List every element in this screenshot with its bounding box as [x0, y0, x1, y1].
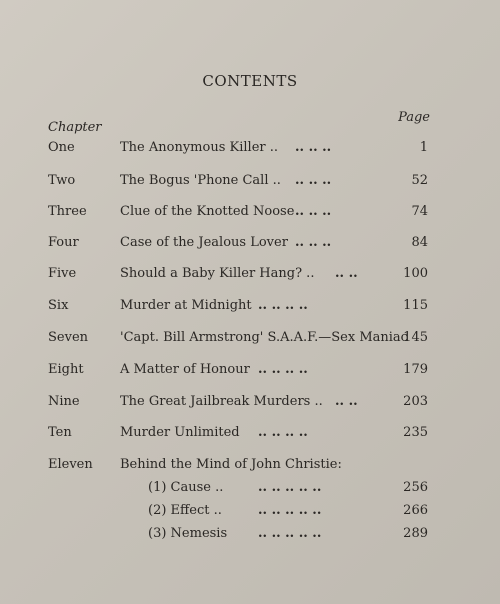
leader-dots: .. .. .. .. ..	[258, 503, 322, 518]
page-number: 179	[403, 362, 428, 377]
toc-entry	[0, 362, 500, 382]
chapter-title: The Great Jailbreak Murders ..	[120, 394, 323, 409]
chapter-title: 'Capt. Bill Armstrong' S.A.A.F.—Sex Maniac	[120, 330, 408, 345]
page-number: 84	[411, 235, 428, 250]
toc-entry	[0, 235, 500, 255]
page-number: 52	[411, 173, 428, 188]
toc-entry	[0, 140, 500, 160]
toc-entry	[0, 266, 500, 286]
toc-entry	[0, 173, 500, 193]
chapter-number: Nine	[48, 394, 80, 409]
toc-entry	[0, 425, 500, 445]
leader-dots: .. .. ..	[295, 235, 332, 250]
chapter-title: A Matter of Honour	[120, 362, 250, 377]
chapter-title: Murder Unlimited	[120, 425, 240, 440]
leader-dots: .. .. ..	[295, 140, 332, 155]
toc-sub-entry	[0, 480, 500, 500]
toc-entry	[0, 204, 500, 224]
toc-entry	[0, 394, 500, 414]
sub-entry-title: (3) Nemesis	[148, 526, 228, 541]
page-number: 203	[403, 394, 428, 409]
chapter-title: The Bogus 'Phone Call ..	[120, 173, 281, 188]
contents-heading: CONTENTS	[202, 72, 298, 90]
sub-entry-title: (1) Cause ..	[148, 480, 224, 495]
page-column-header: Page	[398, 110, 430, 125]
chapter-column-header: Chapter	[48, 120, 102, 135]
toc-entry	[0, 330, 500, 350]
toc-sub-entry	[0, 503, 500, 523]
sub-entry-title: (2) Effect ..	[148, 503, 222, 518]
toc-entry	[0, 457, 500, 477]
page-number: 145	[403, 330, 428, 345]
chapter-title: Should a Baby Killer Hang? ..	[120, 266, 315, 281]
page-number: 266	[403, 503, 428, 518]
leader-dots: .. .. .. .. ..	[258, 526, 322, 541]
chapter-title: Murder at Midnight	[120, 298, 252, 313]
chapter-number: Five	[48, 266, 77, 281]
toc-sub-entry	[0, 526, 500, 546]
chapter-number: Two	[48, 173, 76, 188]
leader-dots: .. ..	[335, 266, 358, 281]
leader-dots: .. .. .. ..	[258, 298, 308, 313]
chapter-number: Eight	[48, 362, 84, 377]
chapter-number: Six	[48, 298, 69, 313]
chapter-number: Eleven	[48, 457, 93, 472]
chapter-title: Behind the Mind of John Christie:	[120, 457, 342, 472]
page-number: 289	[403, 526, 428, 541]
chapter-title: Case of the Jealous Lover	[120, 235, 288, 250]
toc-entry	[0, 298, 500, 318]
chapter-title: Clue of the Knotted Noose	[120, 204, 295, 219]
page-number: 235	[403, 425, 428, 440]
page-number: 100	[403, 266, 428, 281]
chapter-number: Ten	[48, 425, 72, 440]
chapter-title: The Anonymous Killer ..	[120, 140, 278, 155]
chapter-number: One	[48, 140, 75, 155]
page-number: 1	[419, 140, 428, 155]
leader-dots: .. ..	[335, 394, 358, 409]
page-number: 115	[403, 298, 428, 313]
leader-dots: .. .. ..	[295, 204, 332, 219]
chapter-number: Seven	[48, 330, 89, 345]
leader-dots: .. .. .. .. ..	[258, 480, 322, 495]
page-number: 256	[403, 480, 428, 495]
leader-dots: .. .. .. ..	[258, 425, 308, 440]
chapter-number: Three	[48, 204, 87, 219]
chapter-number: Four	[48, 235, 79, 250]
leader-dots: .. .. .. ..	[258, 362, 308, 377]
leader-dots: .. .. ..	[295, 173, 332, 188]
page-number: 74	[411, 204, 428, 219]
